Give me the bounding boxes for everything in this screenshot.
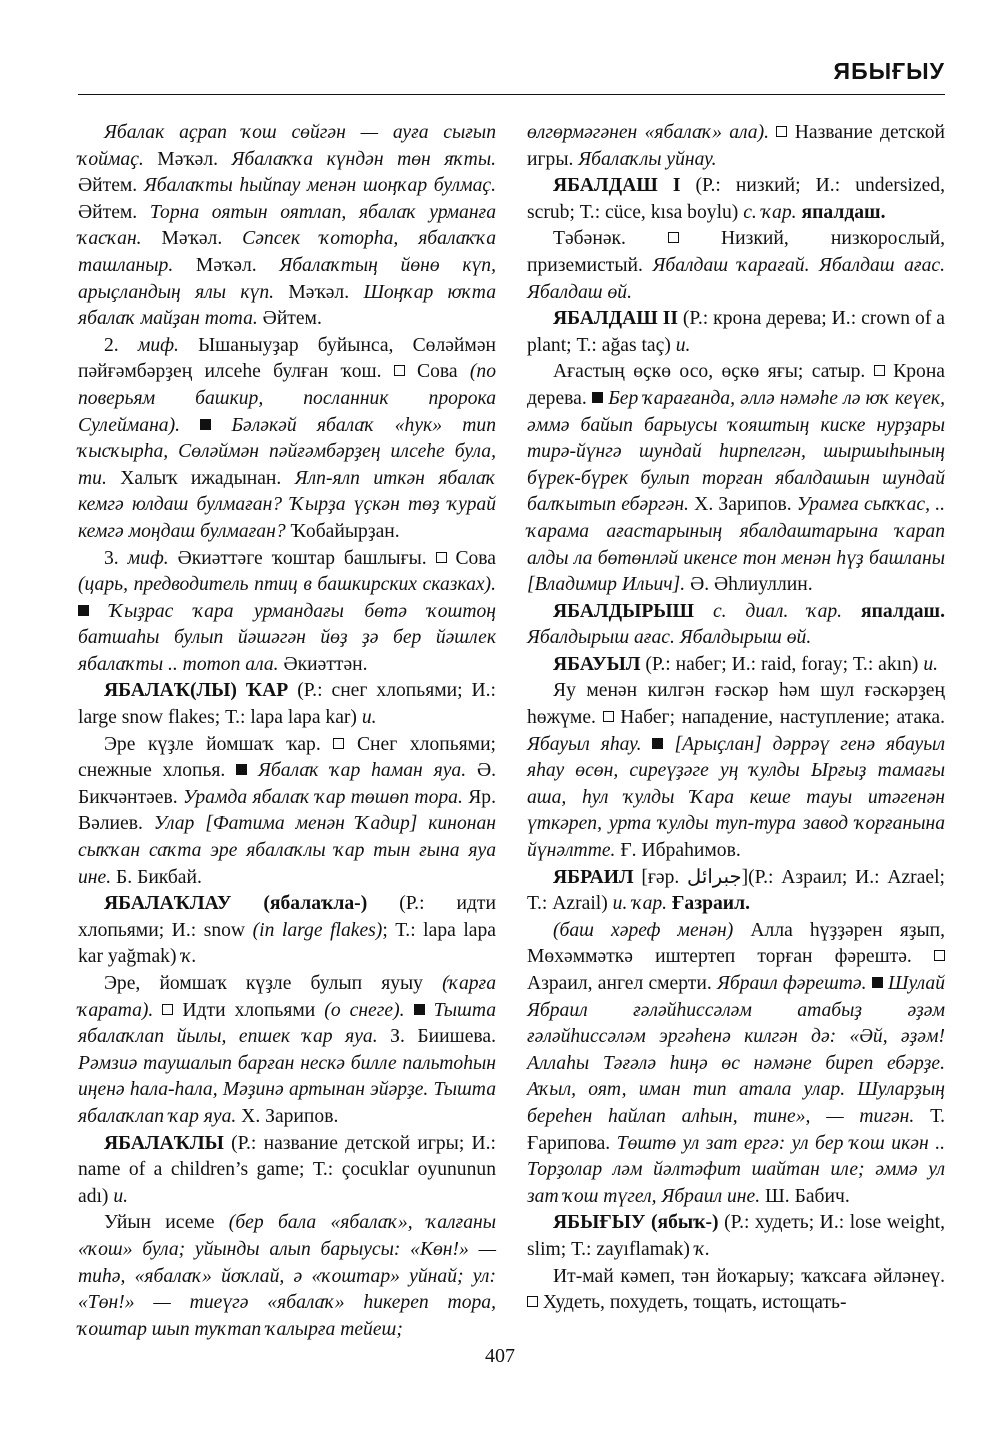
right-column xyxy=(527,120,945,1317)
translation-marker-icon xyxy=(394,365,405,376)
page-number: 407 xyxy=(485,1345,515,1367)
translation-marker-icon xyxy=(436,552,447,563)
header-rule xyxy=(78,94,945,95)
example-marker-icon xyxy=(414,1004,425,1015)
dictionary-paragraph xyxy=(527,1264,945,1317)
italic-text: Урамға сыҡҡас, .. ҡарама ағастарының ябалдаштарына ҡарап алды ла бөтөнләй икенсе тон менән һүҙ башланы [Владимир Ильич]. xyxy=(527,494,945,596)
left-column xyxy=(78,120,496,1343)
dictionary-paragraph xyxy=(527,1210,945,1263)
text-run xyxy=(642,734,653,755)
italic-text: (бер бала «ябалаҡ», ҡалғаны «ҡош» була; уйынды алып барыусы: «Көн!» — тиһә, «ябалаҡ» йоҡлай, ә «ҡоштар» уйнай; ул: «Төн!» — тиеүгә «ябалаҡ» һикереп тора, ҡоштар шып туҡтап ҡалырға тейеш; xyxy=(78,1212,496,1340)
dictionary-paragraph xyxy=(78,678,496,731)
text-run: Азраил, ангел смерти. xyxy=(527,973,717,994)
text-run: Набег; нападение, наступление; атака. xyxy=(613,707,945,729)
dictionary-paragraph xyxy=(527,173,945,226)
italic-text: Рәмзиә таушалып барған нескә билле пальтоһын иңенә һала-һала, Мәҙинә артынан эйәрҙе. Тышта ябалаҡлап ҡар яуа. xyxy=(78,1052,496,1127)
italic-text: Шулай Ябраил ғәләйһиссәләм атабыҙ әҙәм ғәләйһиссәләм эргәһенә килгән дә: «Әй, әҙәм! Аллаһы Тәғәлә һиңә өс нәмәне биреп ебәрҙе. Аҡыл, оят, иман тип атала улар. Шуларҙың береһен һайлап алһын, тине», — тигән. xyxy=(527,973,946,1127)
italic-text: өлгөрмәгәнен «ябалаҡ» ала). xyxy=(527,122,770,143)
dictionary-paragraph xyxy=(527,226,945,306)
italic-text: (царь, предводитель птиц в башкирских сказках). xyxy=(78,574,496,596)
example-marker-icon xyxy=(200,419,211,430)
text-run: 3. xyxy=(104,547,128,569)
italic-text: Ҡыҙрас ҡара урмандағы бөтә ҡоштоң батшаһы булып йәшәгән йөҙ ҙә бер йәшлек ябалаҡты .. тотоп ала. xyxy=(78,600,496,675)
text-run: Крона дерева. xyxy=(527,361,946,409)
text-run: ; Т.: lapa lapa kar yağmak) xyxy=(78,919,496,968)
italic-text: Шоңҡар юҡта ябалаҡ майҙан тота. xyxy=(78,281,496,330)
italic-text: ҡ. xyxy=(181,946,197,968)
text-run: Ағастың өҫкө осо, өҫкө яғы; сатыр. xyxy=(553,361,874,383)
headword: ЯБРАИЛ xyxy=(553,866,634,888)
headword: ЯБАЛДЫРЫШ xyxy=(553,600,695,622)
translation-marker-icon xyxy=(776,126,787,137)
text-run: Низкий, низкорослый, приземистый. xyxy=(527,228,945,276)
text-run: Название детской игры. xyxy=(527,122,945,170)
text-run xyxy=(842,601,861,622)
text-run: Әкиәттән. xyxy=(278,653,368,675)
dictionary-paragraph xyxy=(78,732,496,892)
text-run: (Р.: название детской игры; И.: name of a children’s game; Т.: çocuklar oyununun adı) xyxy=(78,1132,496,1207)
dictionary-paragraph xyxy=(527,865,945,918)
italic-text: Ябалак аҫрап ҡош сөйгән — ауға сығып ҡоймаҫ. xyxy=(78,122,496,170)
italic-text: с. диал. ҡар. xyxy=(712,600,843,622)
headword: ЯБАУЫЛ xyxy=(553,653,641,675)
italic-text: (ҡарға ҡарата). xyxy=(78,973,496,1021)
dictionary-paragraph xyxy=(527,918,945,1211)
text-run: Ә. Әһлиуллин. xyxy=(685,574,813,596)
dictionary-paragraph xyxy=(78,333,496,546)
text-run: Ит-май кәмеп, тән йоҡарыу; ҡаҡсаға әйләнеү. xyxy=(553,1265,945,1287)
text-run: Алла һүҙҙәрен яҙып, Мөхәммәткә иштертеп торған фәрештә. xyxy=(527,919,946,968)
italic-text: миф. xyxy=(137,334,179,356)
dictionary-paragraph xyxy=(78,546,496,679)
text-run: Эре күҙле йомшаҡ ҡар. xyxy=(104,733,334,755)
italic-text: и. xyxy=(675,334,691,356)
text-run: جبرائل xyxy=(687,866,742,888)
headword: ЯБЫҒЫУ (ябыҡ-) xyxy=(553,1212,719,1234)
text-run: Уйын исеме xyxy=(104,1212,229,1234)
text-run: (Р.: низкий; И.: undersized, scrub; Т.: cüce, kısa boylu) xyxy=(527,175,945,223)
translation-marker-icon xyxy=(603,711,614,722)
dictionary-paragraph xyxy=(527,678,945,864)
text-run: (Р.: худеть; И.: lose weight, slim; Т.: zayıflamak) xyxy=(527,1212,945,1260)
text-run: Мәҡәл. xyxy=(274,281,364,303)
italic-text: и. xyxy=(361,707,377,729)
italic-text: миф. xyxy=(127,547,169,569)
italic-text: и. xyxy=(923,653,939,675)
headword: ЯБАЛДАШ I xyxy=(553,175,681,197)
text-run: (Р.: крона дерева; И.: crown of a plant; Т.: ağas taç) xyxy=(527,308,945,356)
text-run: Халыҡ ижадынан. xyxy=(106,467,295,489)
italic-text: и. xyxy=(113,1185,129,1207)
text-run xyxy=(180,415,200,436)
text-run: Мәҡәл. xyxy=(141,228,243,250)
text-run: Т. Ғарипова. xyxy=(527,1105,945,1154)
text-run: Х. Зарипов. xyxy=(236,1105,339,1127)
headword: Ғазраил. xyxy=(671,893,750,915)
dictionary-paragraph xyxy=(527,359,945,598)
text-run: Әйтем. xyxy=(78,201,150,223)
italic-text: Төштө ул зат ергә: ул бер ҡош икән .. Торҙолар ләм йәлтәфит шайтан иле; әммә ул зат ҡош түгел, Ябраил ине. xyxy=(527,1132,945,1207)
italic-text: Бәләкәй ябалаҡ «һук» тип ҡысҡырһа, Сөләймән пәйғәмбәрҙең илсеһе була, ти. xyxy=(78,414,496,489)
italic-text: Торна оятын оятлап, ябалаҡ урманға ҡасҡан. xyxy=(78,201,496,250)
italic-text: (о снеге). xyxy=(324,999,405,1021)
text-run: Ә. Бикчәнтәев. xyxy=(78,760,496,808)
text-run: Б. Бикбай. xyxy=(111,866,202,888)
headword: ЯБАЛДАШ II xyxy=(553,308,678,330)
translation-marker-icon xyxy=(333,738,344,749)
translation-marker-icon xyxy=(874,365,885,376)
text-run: Әкиәттәге ҡоштар башлығы. xyxy=(168,547,436,569)
italic-text: ҡ. xyxy=(694,1238,711,1260)
headword: ЯБАЛАҠЛАУ (ябалаҡла-) xyxy=(104,893,368,915)
italic-text: Ябалдырыш ағас. Ябалдырыш өй. xyxy=(527,627,812,649)
italic-text: Тышта ябалаҡлап йылы, епшек ҡар яуа. xyxy=(78,999,497,1048)
dictionary-paragraph xyxy=(78,1131,496,1211)
italic-text: Сәпсек ҡоторһа, ябалаҡҡа ташланыр. xyxy=(78,228,496,276)
text-run xyxy=(153,1000,162,1021)
text-run: Яр. Вәлиев. xyxy=(78,786,496,835)
text-run: ](Р.: Азраил; И.: Azrael; Т.: Azrail) xyxy=(527,866,945,915)
text-run: Ҡобайырҙан. xyxy=(285,520,400,542)
text-run xyxy=(425,1000,434,1021)
text-run: Ғ. Ибраһимов. xyxy=(615,840,741,862)
italic-text: Ялп-ялп иткән ябалаҡ кемгә юлдаш булмаған? Ҡырҙа үҫкән төҙ ҡурай кемгә моңдаш булмаған? xyxy=(78,467,496,542)
example-marker-icon xyxy=(592,392,603,403)
text-run: Ышаныуҙар буйынса, Сөләймән пәйғәмбәрҙең илсеһе булған ҡош. xyxy=(78,334,496,383)
dictionary-paragraph xyxy=(527,306,945,359)
italic-text: Ябалаҡҡа күндән төн яҡты. xyxy=(231,148,496,170)
headword: ЯБАЛАҠ(ЛЫ) ҠАР xyxy=(104,680,289,702)
example-marker-icon xyxy=(652,738,663,749)
text-run: Худеть, похудеть, тощать, истощать- xyxy=(538,1292,847,1314)
headword: япалдаш. xyxy=(860,600,945,622)
dictionary-paragraph xyxy=(527,652,945,679)
text-run: Ш. Бабич. xyxy=(760,1185,850,1207)
dictionary-paragraph xyxy=(527,599,945,652)
italic-text: Бер ҡарағанда, әллә нәмәһе лә юҡ кеүек, әммә байып барыусы ҡояштың киске нурҙары тирә-йүнгә шундай һирпелгән, шыршыһының бүрек-бүрек булып торған ябалдашын шундай балҡытып ебәргән. xyxy=(527,387,945,516)
italic-text: Ябалаҡтың йөнө күп, арыҫландың ялы күп. xyxy=(78,254,496,303)
dictionary-paragraph xyxy=(527,120,945,173)
text-run: (Р.: набег; И.: raid, foray; Т.: akın) xyxy=(640,653,924,675)
example-marker-icon xyxy=(78,605,89,616)
text-run xyxy=(405,1000,414,1021)
italic-text: Урамда ябалаҡ ҡар төшөп тора. xyxy=(182,786,463,808)
text-run: Идти хлопьями xyxy=(173,999,325,1021)
italic-text: Ябалаҡ ҡар һаман яуа. xyxy=(258,760,467,782)
dictionary-paragraph xyxy=(78,120,496,333)
translation-marker-icon xyxy=(527,1296,538,1307)
dictionary-paragraph xyxy=(78,1210,496,1343)
text-run xyxy=(769,122,776,143)
translation-marker-icon xyxy=(162,1004,173,1015)
translation-marker-icon xyxy=(934,950,945,961)
italic-text: [Арыҫлан] дәррәү генә ябауыл яһау өсөн, сиреүҙәге уң ҡулды Ырғыҙ тамағы аша, һул ҡулды Ҡара кеше тауы итәгенән үткәреп, урта ҡулды туп-тура завод ҡорғанына йүнәлтте. xyxy=(527,733,946,862)
text-run: Сова xyxy=(446,547,496,569)
italic-text: Ябалдаш ҡарағай. Ябалдаш ағас. Ябалдаш өй. xyxy=(527,254,945,303)
text-run: Тәбәнәк. xyxy=(553,228,668,250)
text-run: Снег хлопьями; снежные хлопья. xyxy=(78,733,496,782)
headword: япалдаш. xyxy=(801,201,886,223)
text-run: 2. xyxy=(104,334,138,356)
text-run: [ғәр. xyxy=(633,866,688,888)
headword: ЯБАЛАҠЛЫ xyxy=(104,1132,224,1154)
italic-text: Ябалаҡты һыйпау менән шоңҡар булмаҫ. xyxy=(143,175,497,197)
running-head: ЯБЫҒЫУ xyxy=(833,58,945,84)
text-run: Эре, йомшаҡ күҙле булып яуыу xyxy=(104,973,443,994)
text-run xyxy=(89,601,109,622)
translation-marker-icon xyxy=(668,232,679,243)
text-run: Әйтем. xyxy=(78,175,144,197)
italic-text: (баш хәреф менән) xyxy=(553,919,734,941)
text-run: Мәҡәл. xyxy=(173,254,280,276)
text-run: Мәҡәл. xyxy=(143,148,232,170)
italic-text: Ябауыл яһау. xyxy=(527,733,642,755)
text-run xyxy=(211,415,231,436)
italic-text: Ябраил фәрештә. xyxy=(716,973,867,994)
text-run: Яу менән килгән ғәскәр һәм шул ғәскәрҙең һөжүме. xyxy=(527,680,945,729)
text-run xyxy=(247,760,258,781)
italic-text: и. ҡар. xyxy=(612,893,668,915)
text-run xyxy=(663,734,674,755)
text-run: (Р.: снег хлопьями; И.: large snow flakes; Т.: lapa lapa kar) xyxy=(78,680,497,729)
text-run xyxy=(694,601,713,622)
italic-text: с. ҡар. xyxy=(743,201,797,223)
example-marker-icon xyxy=(872,977,883,988)
dictionary-paragraph xyxy=(78,971,496,1131)
italic-text: Улар [Фатима менән Ҡадир] кинонан сыҡҡан саҡта эре ябалаҡлы ҡар тын ғына яуа ине. xyxy=(78,813,496,888)
text-run: Х. Зарипов. xyxy=(688,494,797,516)
italic-text: (in large flakes) xyxy=(252,919,383,941)
italic-text: (по поверьям башкир, посланник пророка Сулеймана). xyxy=(78,361,496,436)
example-marker-icon xyxy=(236,764,247,775)
italic-text: Ябалаҡлы уйнау. xyxy=(578,148,717,170)
text-run: З. Биишева. xyxy=(377,1026,496,1048)
dictionary-paragraph xyxy=(78,891,496,971)
text-run: Әйтем. xyxy=(257,308,322,330)
text-run: (Р.: идти хлопьями; И.: snow xyxy=(78,893,496,941)
text-run: Сова xyxy=(404,361,470,383)
